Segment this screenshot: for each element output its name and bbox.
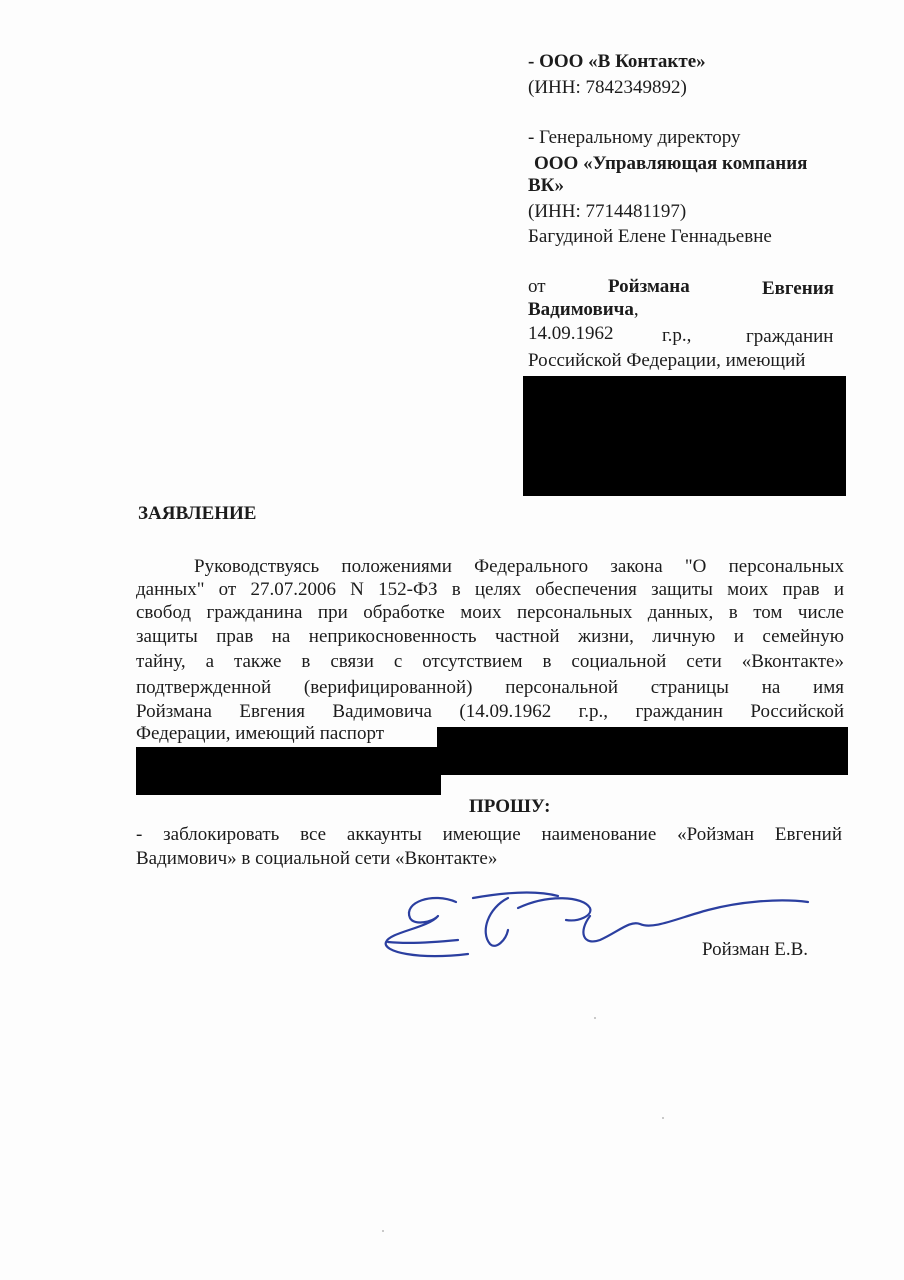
sender-surname: Ройзмана [608, 276, 690, 297]
body-line-3: свобод гражданина при обработке моих персональных данных, в том числе [136, 602, 844, 623]
body-line-7: Ройзмана Евгения Вадимовича (14.09.1962 г.р., гражданин Российской [136, 701, 844, 722]
redaction-block-body-1 [437, 727, 848, 775]
recipient1-name: - ООО «В Контакте» [528, 51, 706, 72]
sender-first-name: Евгения [762, 278, 834, 299]
recipient2-company-line1: ООО «Управляющая компания [534, 153, 808, 174]
scan-speck [594, 1017, 596, 1019]
signature-name: Ройзман Е.В. [702, 939, 809, 960]
sender-patronymic: Вадимовича [528, 299, 634, 320]
scan-speck [662, 1117, 664, 1119]
sender-patronymic-line: Вадимовича, [528, 299, 639, 320]
handwritten-signature [378, 880, 828, 980]
request-line-1: - заблокировать все аккаунты имеющие наименование «Ройзман Евгений [136, 824, 842, 845]
sender-line4: Российской Федерации, имеющий [528, 350, 806, 371]
sender-birth-date: 14.09.1962 [528, 323, 614, 344]
body-line-1: Руководствуясь положениями Федерального закона "О персональных [194, 556, 844, 577]
body-line-4: защиты прав на неприкосновенность частной жизни, личную и семейную [136, 626, 844, 647]
sender-birth-abbr: г.р., [662, 325, 692, 346]
body-line-6: подтвержденной (верифицированной) персональной страницы на имя [136, 677, 844, 698]
document-title: ЗАЯВЛЕНИЕ [138, 503, 257, 524]
redaction-block-body-2 [136, 747, 441, 795]
recipient2-role: - Генеральному директору [528, 127, 741, 148]
redaction-block-header [523, 376, 846, 496]
body-line-2: данных" от 27.07.2006 N 152-ФЗ в целях обеспечения защиты моих прав и [136, 579, 844, 600]
body-line-5: тайну, а также в связи с отсутствием в социальной сети «Вконтакте» [136, 651, 844, 672]
recipient2-company-line2: ВК» [528, 175, 564, 196]
sender-citizen: гражданин [746, 326, 834, 347]
recipient2-inn: (ИНН: 7714481197) [528, 201, 687, 222]
recipient2-person: Багудиной Елене Геннадьевне [528, 226, 772, 247]
body-line-8: Федерации, имеющий паспорт [136, 723, 385, 744]
recipient1-inn: (ИНН: 7842349892) [528, 77, 687, 98]
request-heading: ПРОШУ: [469, 796, 551, 817]
request-line-2: Вадимович» в социальной сети «Вконтакте» [136, 848, 498, 869]
sender-from: от [528, 276, 546, 297]
scan-speck [382, 1230, 384, 1232]
